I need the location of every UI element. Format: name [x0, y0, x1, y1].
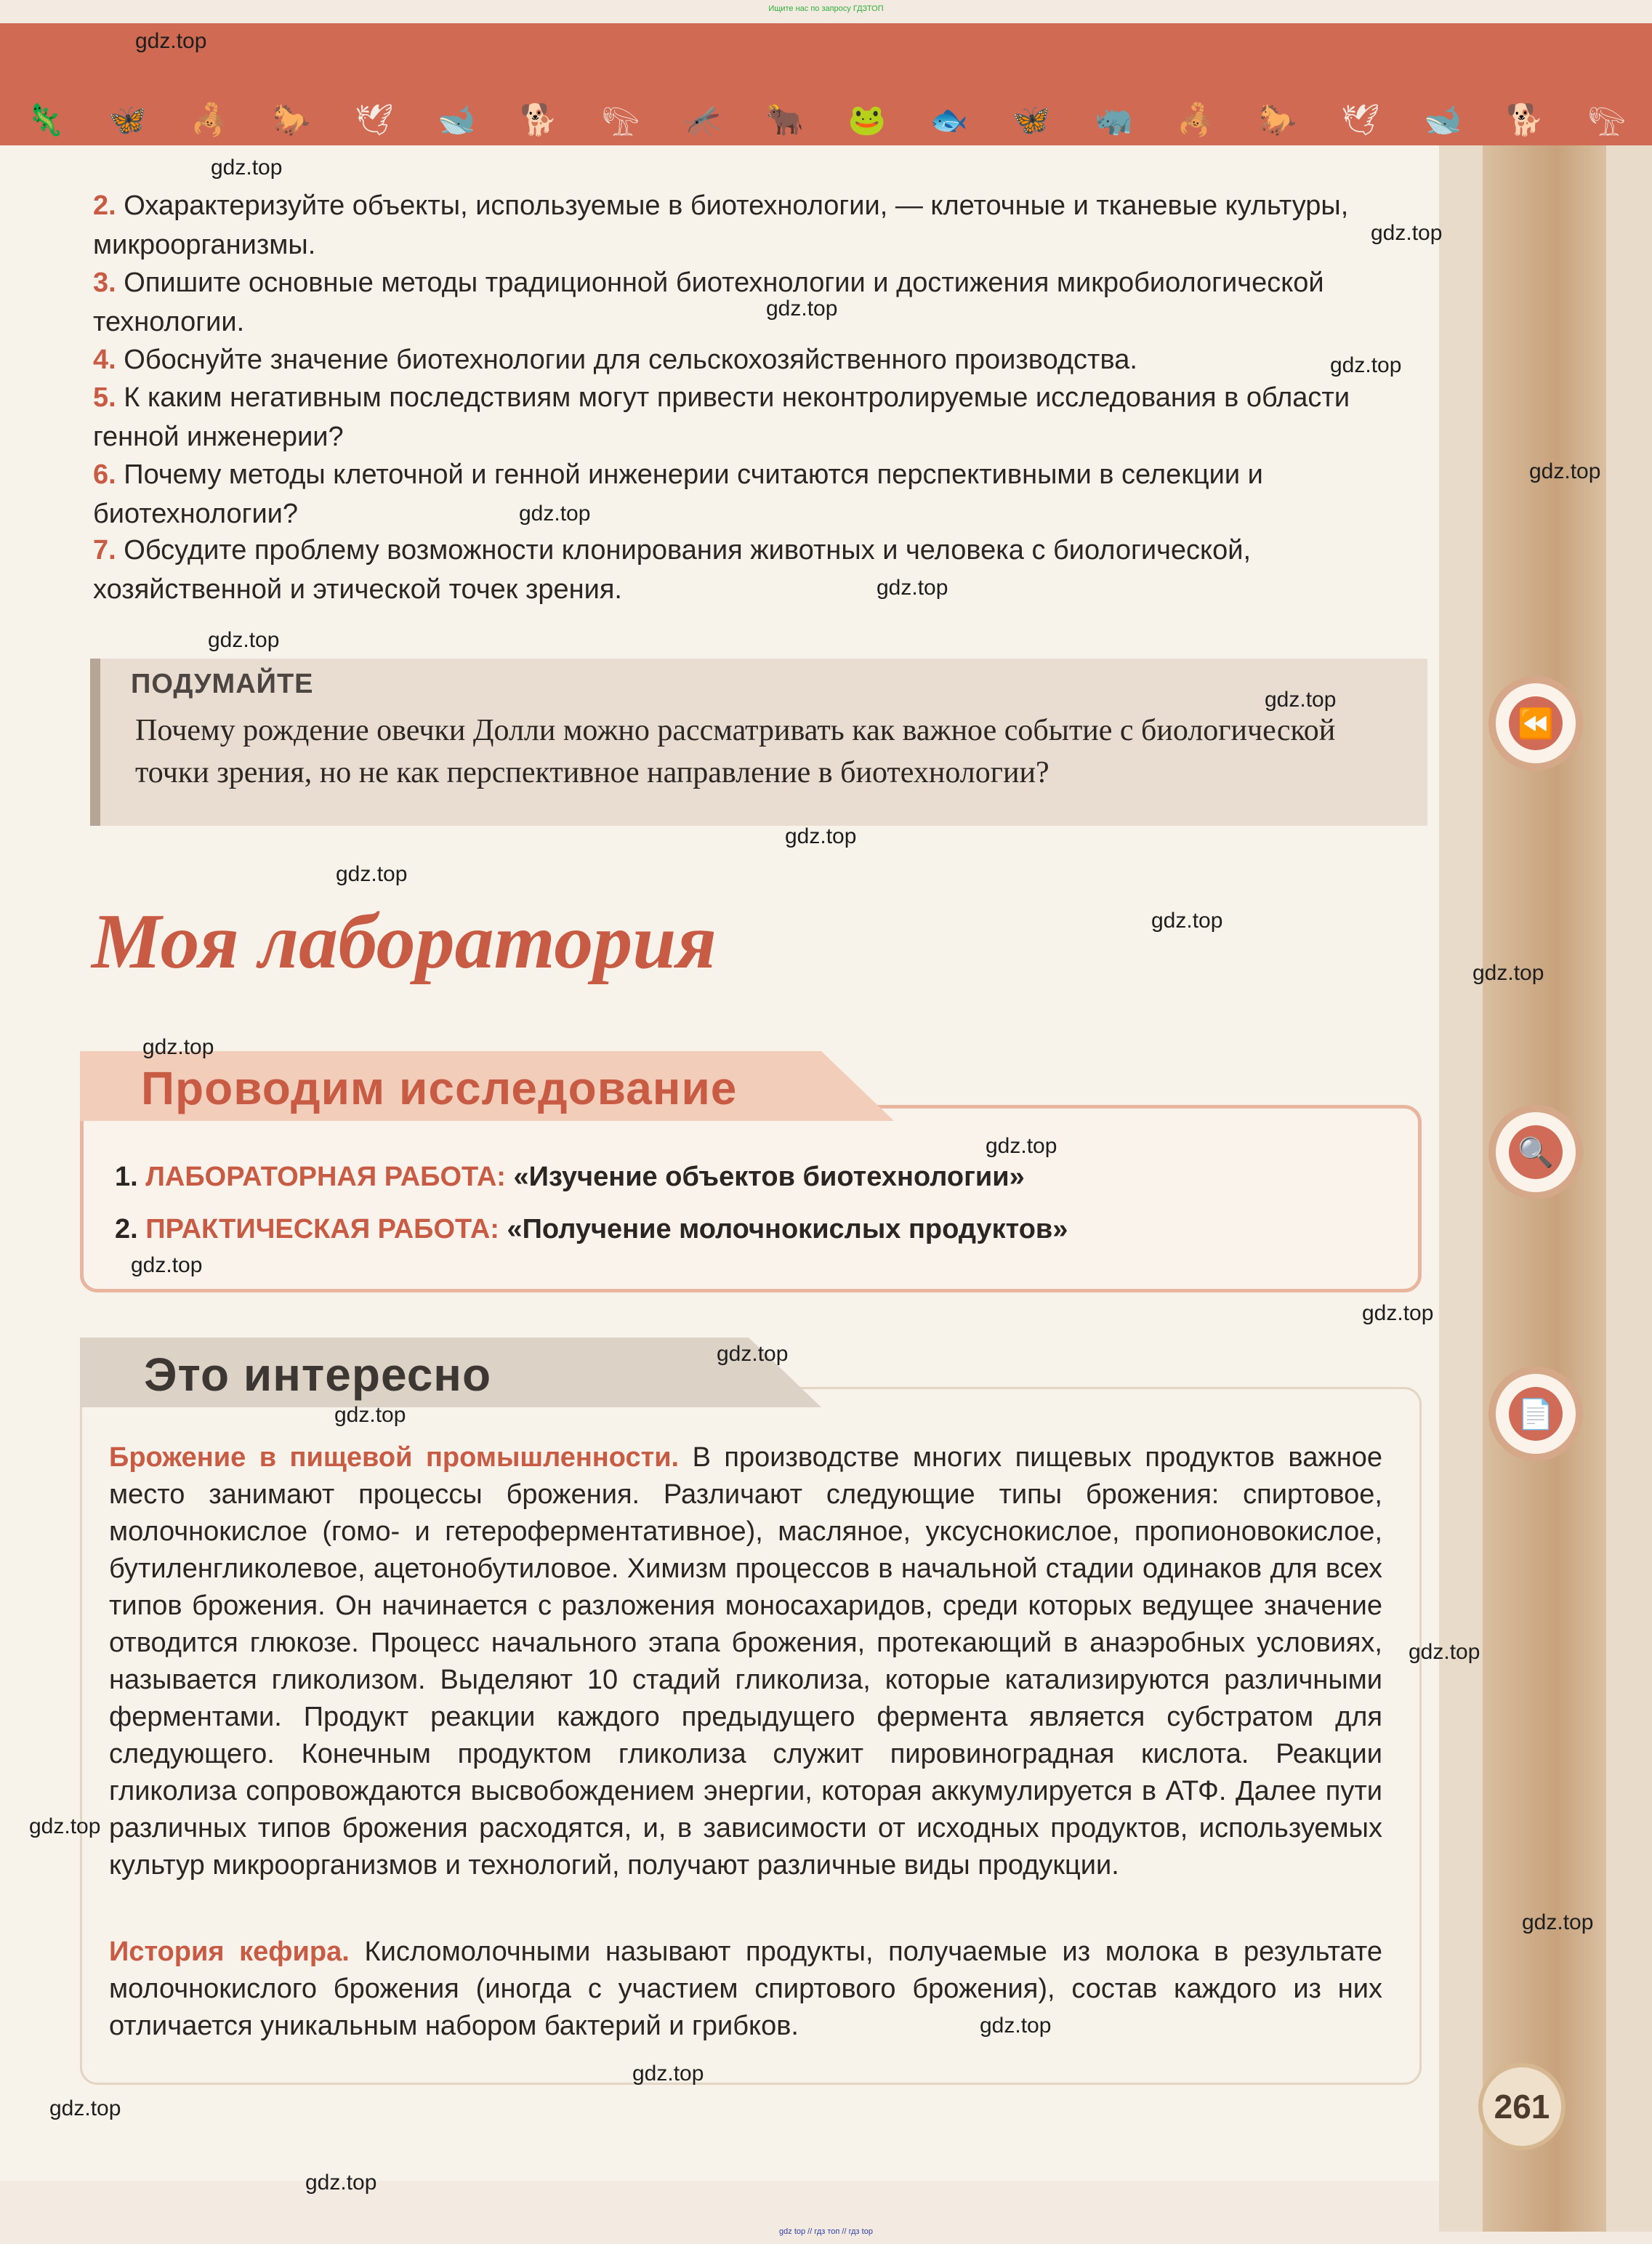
watermark: gdz.top [208, 628, 280, 652]
think-title: ПОДУМАЙТЕ [131, 669, 314, 699]
heron-icon: 𓅟 [1588, 108, 1626, 142]
kefir-paragraph [109, 1934, 1382, 2045]
question-number: 4. [93, 345, 116, 375]
bird-icon: 🕊 [1341, 102, 1380, 137]
scorpion-icon: 🦂 [190, 102, 229, 137]
watermark: gdz.top [877, 576, 948, 600]
scorpion-icon: 🦂 [1177, 102, 1215, 137]
fermentation-paragraph [109, 1439, 1382, 1884]
whale-icon: 🐋 [438, 102, 476, 137]
insect-icon: 🦟 [683, 102, 722, 137]
bull-icon: 🐂 [765, 102, 805, 137]
watermark: gdz.top [29, 1814, 101, 1838]
dog-icon: 🐕 [1506, 102, 1544, 137]
question-number: 7. [93, 535, 116, 566]
item-number: 1. [115, 1162, 138, 1192]
paragraph-text: Кисломолочными называют продукты, получаемые из молока в результате молочнокислого брожения (иногда с участием спиртового брожения), состав каждого из них отличается уникальным набором бактерий и грибков. [109, 1937, 1382, 2041]
butterfly-icon: 🦋 [108, 102, 147, 137]
magnifier-icon: 🔍 [1509, 1125, 1563, 1179]
question-6 [93, 455, 1401, 534]
think-box [90, 659, 1427, 826]
question-text: Обсудите проблему возможности клонирования животных и человека с биологической, хозяйственной и этической точек зрения. [93, 535, 1252, 605]
watermark: gdz.top [211, 156, 283, 180]
watermark: gdz.top [131, 1253, 203, 1277]
question-text: Почему методы клеточной и генной инженерии считаются перспективными в селекции и биотехнологии? [93, 459, 1263, 529]
item-kind: ЛАБОРАТОРНАЯ РАБОТА: [145, 1162, 506, 1192]
interest-tab [80, 1338, 821, 1407]
question-4 [93, 340, 1401, 379]
item-name: «Получение молочнокислых продуктов» [507, 1214, 1068, 1244]
rhino-icon: 🦏 [1094, 102, 1133, 137]
question-number: 6. [93, 459, 116, 490]
watermark: gdz.top [519, 502, 591, 526]
paragraph-text: В производстве многих пищевых продуктов важное место занимают процессы брожения. Различают следующие типы брожения: спиртовое, молочнокислое (гомо- и гетероферментативное), масляное, уксуснокислое, пропионовокислое, бутиленгликолевое, ацетонобутиловое. Химизм процессов в начальной стадии одинаков для всех типов брожения. Он начинается с разложения моносахаридов, среди которых ведущее значение отводится глюкозе. Процесс начального этапа брожения, протекающий в анаэробных условиях, называется гликолизом. Выделяют 10 стадий гликолиза, которые катализируются различными ферментами. Продукт реакции каждого предыдущего фермента является субстратом для следующего. Конечным продуктом гликолиза служит пировиноградная кислота. Реакции гликолиза сопровождаются высвобождением энергии, которая аккумулируется в АТФ. Далее пути различных типов брожения расходятся, и, в зависимости от исходных продуктов, используемых культур микроорганизмов и технологий, получают различные виды продукции. [109, 1442, 1382, 1881]
question-3 [93, 263, 1401, 342]
watermark: gdz.top [49, 2096, 121, 2120]
section-title: Моя лаборатория [92, 898, 717, 985]
question-5 [93, 378, 1401, 457]
watermark: gdz.top [1409, 1640, 1480, 1664]
document-button[interactable] [1488, 1367, 1583, 1461]
research-tab [80, 1051, 894, 1121]
watermark: gdz.top [1265, 688, 1337, 712]
item-name: «Изучение объектов биотехнологии» [513, 1162, 1025, 1192]
watermark: gdz.top [785, 824, 857, 848]
rewind-icon: ⏪ [1509, 696, 1563, 750]
research-item-2[interactable] [115, 1214, 1068, 1245]
frog-icon: 🐸 [847, 102, 887, 137]
watermark: gdz.top [1472, 961, 1544, 985]
top-note: Ищите нас по запросу ГДЗТОП [768, 4, 884, 13]
interest-title: Это интересно [144, 1348, 492, 1401]
watermark: gdz.top [1362, 1301, 1434, 1325]
heron-icon: 𓅟 [602, 108, 640, 142]
research-box [80, 1105, 1422, 1292]
watermark: gdz.top [142, 1035, 214, 1059]
watermark: gdz.top [1529, 459, 1601, 483]
horse-icon: 🐎 [273, 102, 311, 137]
watermark: gdz.top [334, 1403, 406, 1427]
horse-icon: 🐎 [1259, 102, 1297, 137]
bottom-note: gdz top // гдз топ // гдз top [779, 2227, 873, 2236]
paragraph-lead: История кефира. [109, 1937, 350, 1967]
question-number: 5. [93, 382, 116, 413]
header-animal-icons [26, 102, 1626, 142]
lizard-icon: 🦎 [26, 102, 65, 137]
think-text: Почему рождение овечки Долли можно рассматривать как важное событие с биологической точки зрения, но не как перспективное направление в биотехнологии? [135, 714, 1336, 789]
watermark: gdz.top [986, 1134, 1057, 1158]
search-button[interactable] [1488, 1105, 1583, 1199]
watermark: gdz.top [1151, 909, 1223, 933]
question-2 [93, 186, 1401, 265]
document-icon: 📄 [1509, 1387, 1563, 1441]
question-number: 3. [93, 268, 116, 298]
question-text: Обоснуйте значение биотехнологии для сельскохозяйственного производства. [124, 345, 1137, 375]
question-text: К каким негативным последствиям могут привести неконтролируемые исследования в области генной инженерии? [93, 382, 1350, 452]
watermark: gdz.top [135, 29, 207, 53]
bird-icon: 🕊 [355, 102, 394, 137]
question-text: Охарактеризуйте объекты, используемые в биотехнологии, — клеточные и тканевые культуры, микроорганизмы. [93, 190, 1349, 260]
whale-icon: 🐋 [1424, 102, 1462, 137]
question-text: Опишите основные методы традиционной биотехнологии и достижения микробиологической технологии. [93, 268, 1324, 337]
watermark: gdz.top [980, 2014, 1052, 2038]
rewind-button[interactable] [1488, 676, 1583, 771]
watermark: gdz.top [336, 862, 408, 886]
research-title: Проводим исследование [141, 1062, 738, 1114]
fish-icon: 🐟 [930, 102, 969, 137]
question-7 [93, 531, 1401, 609]
item-number: 2. [115, 1214, 138, 1244]
paragraph-lead: Брожение в пищевой промышленности. [109, 1442, 680, 1473]
page-number: 261 [1478, 2063, 1566, 2150]
item-kind: ПРАКТИЧЕСКАЯ РАБОТА: [145, 1214, 499, 1244]
watermark: gdz.top [1330, 353, 1402, 377]
watermark: gdz.top [305, 2171, 377, 2195]
watermark: gdz.top [1371, 221, 1443, 245]
research-item-1[interactable] [115, 1162, 1025, 1193]
watermark: gdz.top [632, 2062, 704, 2086]
watermark: gdz.top [717, 1342, 789, 1366]
watermark: gdz.top [766, 297, 838, 321]
butterfly-icon: 🦋 [1012, 102, 1051, 137]
dog-icon: 🐕 [520, 102, 558, 137]
watermark: gdz.top [1522, 1910, 1594, 1934]
header-band [0, 23, 1652, 145]
question-number: 2. [93, 190, 116, 221]
